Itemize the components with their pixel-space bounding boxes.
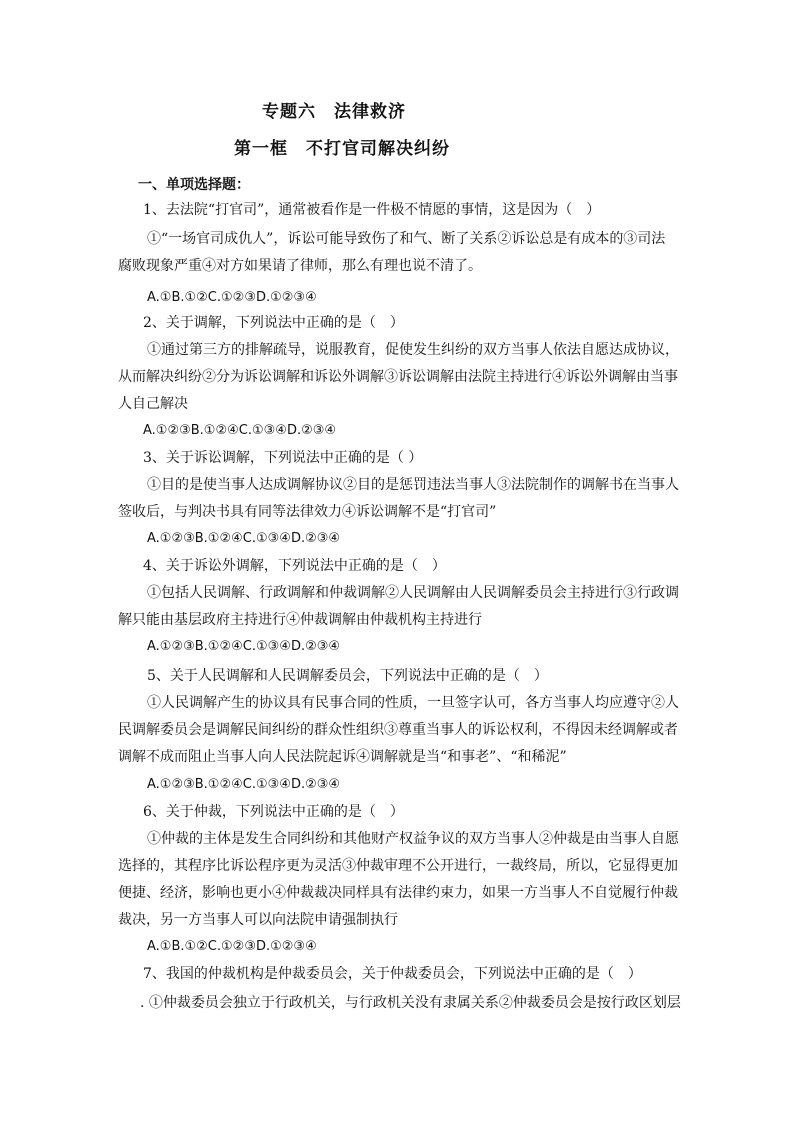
question-body-line: 选择的，其程序比诉讼程序更为灵活③仲裁审理不公开进行，一裁终局，所以，它显得更加: [118, 858, 678, 874]
question-body-line: ①包括人民调解、行政调解和仲裁调解②人民调解由人民调解委员会主持进行③行政调: [147, 585, 679, 601]
question-body-line: 便捷、经济，影响也更小④仲裁裁决同样具有法律约束力，如果一方当事人不自觉履行仲裁: [118, 885, 678, 901]
question-body-line: 人自己解决: [118, 396, 188, 412]
section-heading: 一、单项选择题：: [138, 177, 250, 193]
question-body-line: ①人民调解产生的协议具有民事合同的性质，一旦签字认可，各方当事人均应遵守②人: [147, 695, 679, 711]
question-body-line: . ①仲裁委员会独立于行政机关，与行政机关没有隶属关系②仲裁委员会是按行政区划层: [140, 995, 681, 1011]
question-body-line: ①通过第三方的排解疏导，说服教育，促使发生纠纷的双方当事人依法自愿达成协议，: [147, 342, 679, 358]
answer-options: A.①②③B.①②④C.①③④D.②③④: [147, 639, 341, 654]
question-body-line: 从而解决纠纷②分为诉讼调解和诉讼外调解③诉讼调解由法院主持进行④诉讼外调解由当事: [118, 369, 678, 385]
question-body-line: 调解不成而阻止当事人向人民法院起诉④调解就是当“和事老”、“和稀泥”: [118, 749, 567, 765]
answer-options: A.①B.①②C.①②③D.①②③④: [147, 290, 317, 305]
answer-options: A.①B.①②C.①②③D.①②③④: [147, 939, 317, 954]
question-stem: 7、我国的仲裁机构是仲裁委员会，关于仲裁委员会，下列说法中正确的是（ ）: [143, 966, 642, 982]
answer-options: A.①②③B.①②④C.①③④D.②③④: [147, 777, 341, 792]
question-stem: 1、去法院“打官司”，通常被看作是一件极不情愿的事情，这是因为（ ）: [143, 202, 601, 218]
page-title: 专题六 法律救济: [262, 102, 406, 122]
question-body-line: ①仲裁的主体是发生合同纠纷和其他财产权益争议的双方当事人②仲裁是由当事人自愿: [147, 831, 679, 847]
question-body-line: 腐败现象严重④对方如果请了律师，那么有理也说不清了。: [118, 258, 482, 274]
answer-options: A.①②③B.①②④C.①③④D.②③④: [143, 423, 337, 438]
question-body-line: 签收后，与判决书具有同等法律效力④诉讼调解不是“打官司”: [118, 504, 497, 520]
page-subtitle: 第一框 不打官司解决纠纷: [234, 139, 450, 159]
question-body-line: ①“一场官司成仇人”，诉讼可能导致伤了和气、断了关系②诉讼总是有成本的③司法: [147, 231, 666, 247]
question-stem: 5、关于人民调解和人民调解委员会，下列说法中正确的是（ ）: [147, 668, 548, 684]
question-stem: 3、关于诉讼调解，下列说法中正确的是（ ）: [143, 450, 423, 466]
question-stem: 4、关于诉讼外调解，下列说法中正确的是（ ）: [143, 558, 446, 574]
question-body-line: 民调解委员会是调解民间纠纷的群众性组织③尊重当事人的诉讼权利，不得因未经调解或者: [118, 722, 678, 738]
question-stem: 6、关于仲裁，下列说法中正确的是（ ）: [143, 804, 404, 820]
question-body-line: 裁决，另一方当事人可以向法院申请强制执行: [118, 912, 398, 928]
question-stem: 2、关于调解，下列说法中正确的是（ ）: [143, 315, 404, 331]
question-body-line: 解只能由基层政府主持进行④仲裁调解由仲裁机构主持进行: [118, 612, 482, 628]
answer-options: A.①②③B.①②④C.①③④D.②③④: [147, 531, 341, 546]
question-body-line: ①目的是使当事人达成调解协议②目的是惩罚违法当事人③法院制作的调解书在当事人: [147, 477, 679, 493]
